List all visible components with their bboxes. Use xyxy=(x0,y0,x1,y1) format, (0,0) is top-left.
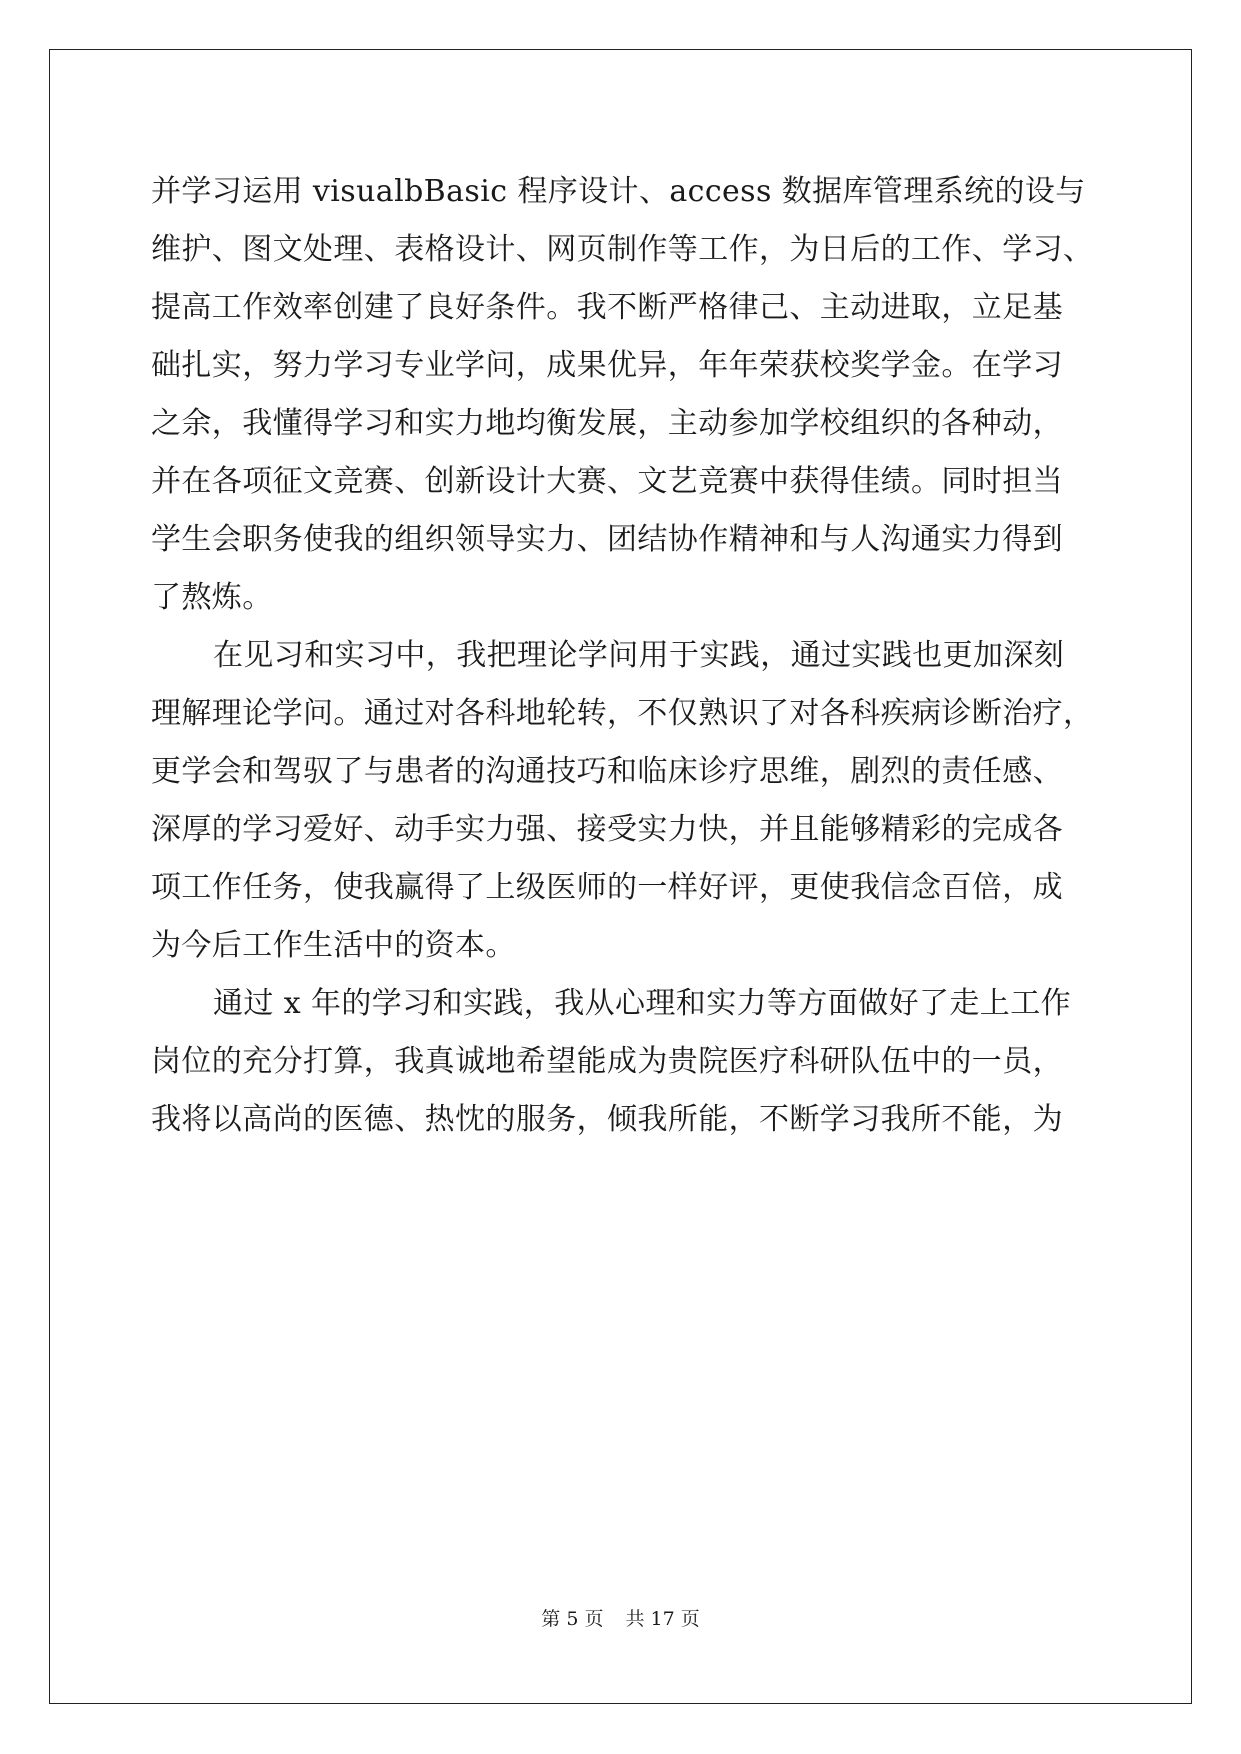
page-footer xyxy=(0,1607,1241,1631)
text-line: 学生会职务使我的组织领导实力、团结协作精神和与人沟通实力得到 xyxy=(151,522,1063,557)
current-page-number: 第 5 页 xyxy=(541,1608,604,1630)
text-line: 之余，我懂得学习和实力地均衡发展，主动参加学校组织的各种动， xyxy=(151,406,1063,441)
text-line: 通过 x 年的学习和实践，我从心理和实力等方面做好了走上工作 xyxy=(213,986,1071,1021)
text-line: 提高工作效率创建了良好条件。我不断严格律己、主动进取，立足基 xyxy=(151,290,1063,325)
text-line: 了熬炼。 xyxy=(151,580,273,615)
text-line: 理解理论学问。通过对各科地轮转，不仅熟识了对各科疾病诊断治疗， xyxy=(151,696,1094,731)
text-line: 在见习和实习中，我把理论学问用于实践，通过实践也更加深刻 xyxy=(213,638,1065,673)
text-line: 并在各项征文竞赛、创新设计大赛、文艺竞赛中获得佳绩。同时担当 xyxy=(151,464,1063,499)
text-line: 并学习运用 visualbBasic 程序设计、access 数据库管理系统的设与 xyxy=(151,174,1086,209)
text-line: 深厚的学习爱好、动手实力强、接受实力快，并且能够精彩的完成各 xyxy=(151,812,1063,847)
total-page-count: 共 17 页 xyxy=(625,1608,700,1630)
text-line: 岗位的充分打算，我真诚地希望能成为贵院医疗科研队伍中的一员， xyxy=(151,1044,1063,1079)
text-line: 维护、图文处理、表格设计、网页制作等工作，为日后的工作、学习、 xyxy=(151,232,1094,267)
text-line: 项工作任务，使我赢得了上级医师的一样好评，更使我信念百倍，成 xyxy=(151,870,1063,905)
text-line: 我将以高尚的医德、热忱的服务，倾我所能，不断学习我所不能，为 xyxy=(151,1102,1063,1137)
text-line: 更学会和驾驭了与患者的沟通技巧和临床诊疗思维，剧烈的责任感、 xyxy=(151,754,1063,789)
text-line: 为今后工作生活中的资本。 xyxy=(151,928,516,963)
text-line: 础扎实，努力学习专业学问，成果优异，年年荣获校奖学金。在学习 xyxy=(151,348,1063,383)
